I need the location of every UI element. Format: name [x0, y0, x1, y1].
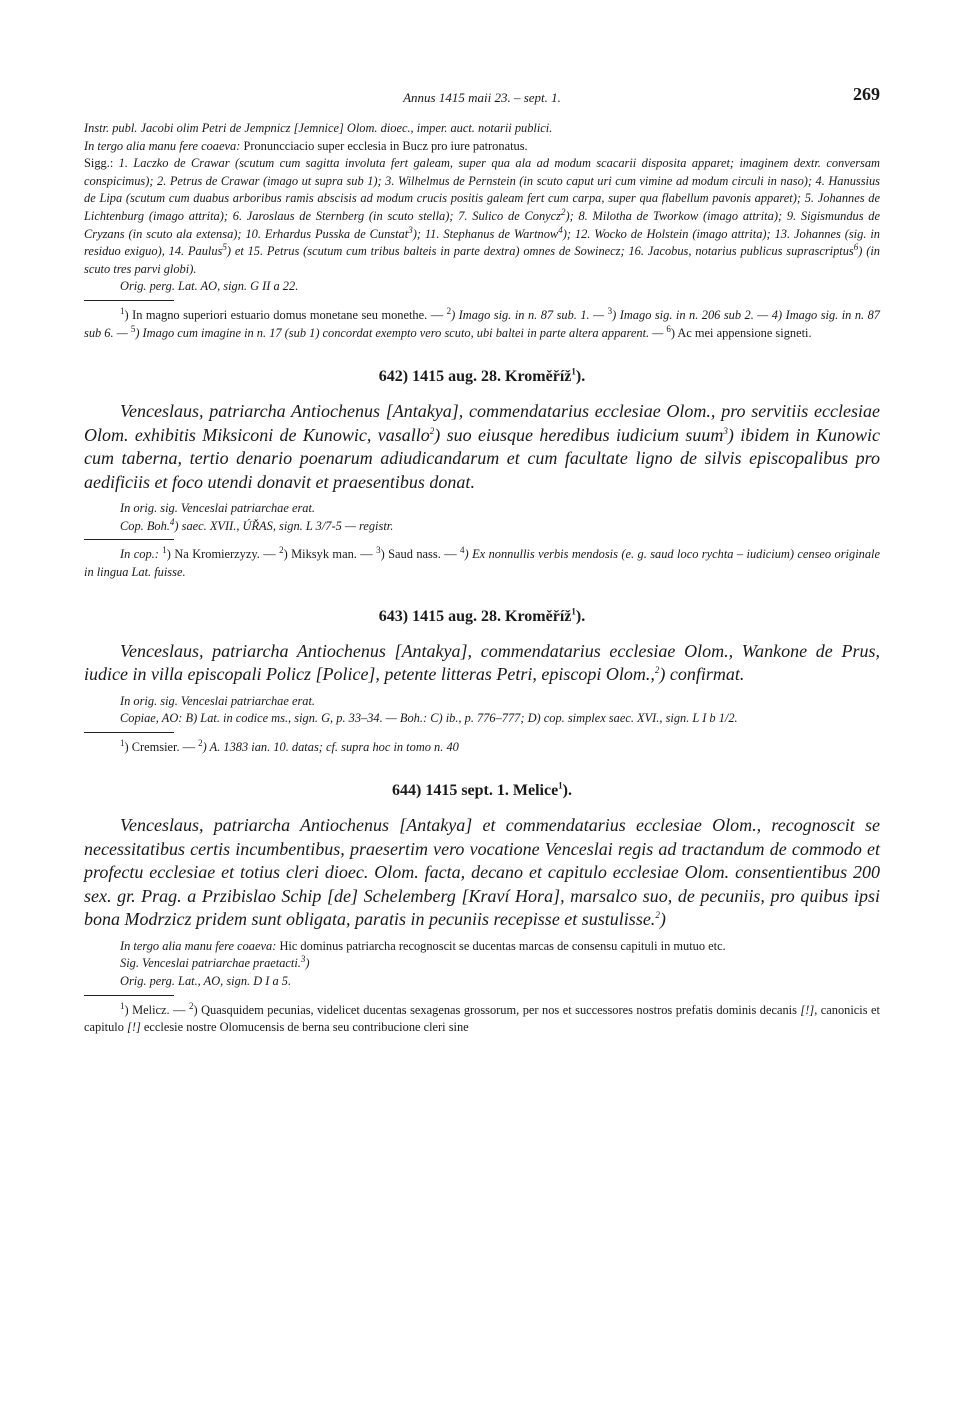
- doc641-notes: [84, 120, 880, 296]
- doc641-tergo: [84, 138, 880, 156]
- doc642-title-text: 642) 1415 aug. 28. Kroměříž: [378, 368, 572, 386]
- sigg-footnote-mark: 3: [408, 224, 413, 235]
- sigg-footnote-mark: 5: [222, 242, 227, 253]
- doc644-footnotes: [84, 1002, 880, 1037]
- note-text: Cop. Boh.: [120, 518, 170, 533]
- footnote-mark: 3: [376, 545, 381, 556]
- footnote-text: [!]: [127, 1020, 141, 1035]
- footnote-text: ecclesie nostre Olomucensis de berna seu contribucione cleri sine: [140, 1020, 469, 1035]
- doc644-notes: [84, 938, 880, 991]
- sigg-label: Sigg.:: [84, 156, 114, 171]
- footnote-text: ) Ac mei appensione signeti.: [670, 325, 812, 340]
- footnote-text: ) Imago cum imagine in n. 17 (sub 1) concordat exempto vero scuto, ubi baltei in parte altera apparent. —: [135, 325, 667, 340]
- doc641-orig: Orig. perg. Lat. AO, sign. G II a 22.: [120, 279, 299, 294]
- regest-footnote-mark: 2: [654, 665, 660, 675]
- footnote-mark: 2: [198, 737, 203, 748]
- footnote-text: , canonicis et capitulo: [84, 1002, 880, 1035]
- footnote-divider: [84, 995, 174, 996]
- footnote-divider: [84, 539, 174, 540]
- regest-text: ) suo eiusque heredibus iudicium suum: [434, 424, 724, 445]
- title-footnote-mark: 1: [571, 366, 576, 377]
- footnote-text: ) Quasquidem pecunias, videlicet ducentas sexagenas grossorum, per nos et successores nostros prefatis dominis decanis: [193, 1002, 801, 1017]
- footnote-mark: 1: [120, 737, 125, 748]
- footnote-mark: 2: [279, 545, 284, 556]
- doc643-note-copies: Copiae, AO: B) Lat. in codice ms., sign. G, p. 33–34. — Boh.: C) ib., p. 776–777; D) cop. simplex saec. XVI., sign. L I b 1/2.: [120, 711, 738, 726]
- doc641-instr: Instr. publ. Jacobi olim Petri de Jempnicz [Jemnice] Olom. dioec., imper. auct. notarii publici.: [84, 121, 553, 135]
- footnote-text: ) In magno superiori estuario domus monetane seu monethe. —: [124, 307, 447, 322]
- footnote-text: ) Imago sig. in n. 87 sub. 1. —: [451, 307, 608, 322]
- sigg-footnote-mark: 2: [560, 206, 566, 217]
- tergo-label: In tergo alia manu fere coaeva:: [120, 938, 277, 953]
- footnote-text: [!]: [800, 1002, 815, 1017]
- footnote-text: ) Saud nass. —: [380, 547, 461, 562]
- sigg-footnote-mark: 4: [558, 224, 563, 235]
- title-footnote-mark: 1: [571, 606, 576, 617]
- footnote-mark: 6: [666, 323, 671, 334]
- footnote-text: ) Na Kromierzyzy. —: [166, 547, 280, 562]
- doc643-regest: [84, 640, 880, 687]
- doc643-note-seal: In orig. sig. Venceslai patriarchae erat.: [120, 693, 316, 708]
- regest-text: ) confirmat.: [659, 664, 745, 684]
- sig-text: ): [305, 956, 310, 971]
- doc644-title-text: 644) 1415 sept. 1. Melice: [391, 782, 559, 800]
- sigg-text-3: ); 11. Stephanus de Wartnow: [412, 226, 559, 241]
- sig-text: Sig. Venceslai patriarchae praetacti.: [120, 956, 301, 971]
- doc643-footnotes: [84, 739, 880, 757]
- title-end: ).: [562, 782, 572, 800]
- footnote-text: ) Ex nonnullis verbis mendosis (e. g. saud loco rychta – iudicium) censeo originale in lingua Lat. fuisse.: [84, 547, 880, 579]
- sigg-text-6: ) (in scuto tres parvi globi).: [84, 244, 880, 276]
- footnote-mark: 1: [120, 305, 125, 316]
- doc641-sigg: [84, 155, 880, 278]
- footnote-text: ) Miksyk man. —: [283, 547, 377, 562]
- footnote-divider: [84, 732, 174, 733]
- doc644-regest: [84, 814, 880, 932]
- footnote-mark: 5: [130, 323, 136, 334]
- doc642-notes: [84, 500, 880, 535]
- doc644-tergo: [84, 938, 880, 956]
- regest-text: Venceslaus, patriarcha Antiochenus [Antakya], commendatarius ecclesiae Olom., Wankone de Prus, iudice in villa episcopali Policz [Police], petente litteras Petri, episcopi Olom.,: [84, 640, 880, 684]
- doc643-notes: [84, 693, 880, 728]
- regest-text: ): [659, 909, 666, 930]
- doc644-orig: Orig. perg. Lat., AO, sign. D I a 5.: [120, 973, 292, 988]
- title-end: ).: [575, 607, 586, 625]
- doc642-note-copy: [84, 518, 880, 536]
- doc644-sig: [84, 955, 880, 973]
- footnote-text: In cop.:: [120, 547, 163, 562]
- sigg-text-2: ); 8. Milotha de Tworkow (imago attrita); 9. Sigismundus de Cryzans (in scuto ala extensa); 10. Erhardus Pusska de Cunstat: [84, 208, 881, 241]
- tergo-label: In tergo alia manu fere coaeva:: [84, 138, 241, 153]
- footnote-mark: 1: [120, 1000, 125, 1011]
- doc642-footnotes: [84, 546, 880, 581]
- title-end: ).: [575, 368, 586, 386]
- sigg-footnote-mark: 6: [853, 242, 859, 253]
- footnote-text: ) Imago sig. in n. 206 sub 2. — 4) Imago sig. in n. 87 sub 6. —: [84, 307, 880, 340]
- tergo-text: Hic dominus patriarcha recognoscit se ducentas marcas de consensu capituli in mutuo etc.: [276, 938, 726, 953]
- footnote-mark: 4: [460, 545, 465, 556]
- doc642-regest: [84, 400, 880, 494]
- footnote-text: ) A. 1383 ian. 10. datas; cf. supra hoc in tomo n. 40: [202, 739, 459, 754]
- footnote-mark: 2: [188, 1000, 194, 1011]
- title-footnote-mark: 1: [558, 780, 563, 791]
- footnote-mark: 3: [607, 305, 613, 316]
- regest-text: Venceslaus, patriarcha Antiochenus [Antakya], commendatarius ecclesiae Olom., pro servitiis ecclesiae Olom. exhibitis Miksiconi de Kunowic, vasallo: [84, 401, 880, 445]
- regest-footnote-mark: 3: [723, 425, 728, 436]
- note-footnote-mark: 4: [169, 516, 175, 527]
- doc642-note-seal: In orig. sig. Venceslai patriarchae erat.: [120, 501, 316, 516]
- running-head: Annus 1415 maii 23. – sept. 1.: [403, 90, 561, 105]
- page-number: 269: [853, 84, 880, 104]
- doc641-footnotes: [84, 307, 880, 342]
- tergo-text: Pronuncciacio super ecclesia in Bucz pro iure patronatus.: [240, 138, 528, 153]
- footnote-divider: [84, 300, 174, 301]
- doc643-title: [84, 608, 880, 626]
- regest-footnote-mark: 2: [655, 910, 660, 921]
- sig-footnote-mark: 3: [300, 954, 306, 965]
- regest-text: ) ibidem in Kunowic cum taberna, tertio denario poenarum adiudicandarum et cum facultate ligno de silvis episcopalibus pro aedificiis et foco utendi donavit et praesentibus donat.: [84, 424, 880, 492]
- footnote-text: ) Cremsier. —: [124, 739, 199, 754]
- sigg-text: 1. Laczko de Crawar (scutum cum sagitta involuta fert galeam, super qua ala ad modum scacarii disposita apparet; imaginem dextr. conversam conspicimus); 2. Petrus de Crawar (imago ut supra sub 1); 3. Wilhelmus de Pernstein (in scuto caput uri cum vimine ad modum circuli in naso); 4. Hanussius de Lipa (scutum cum duabus arboribus ramis abscisis ad modum crucis positis galeam fert cum carpa, super qua flabellum pavonis apparet); 5. Johannes de Lichtenburg (imago attrita); 6. Jaroslaus de Sternberg (in scuto stella); 7. Sulico de Conycz: [84, 156, 880, 223]
- footnote-mark: 1: [162, 545, 167, 556]
- regest-footnote-mark: 2: [429, 425, 435, 436]
- doc642-title: [84, 368, 880, 386]
- doc644-title: [84, 782, 880, 800]
- document-page: [84, 84, 880, 1037]
- sigg-text-5: ) et 15. Petrus (scutum cum tribus balteis in parte dextra) omnes de Sowinecz; 16. Jacobus, notarius publicus suprascriptus: [226, 244, 854, 259]
- note-text: ) saec. XVII., ÚŘAS, sign. L 3/7-5 — registr.: [174, 518, 394, 533]
- footnote-text: ) Melicz. —: [124, 1002, 189, 1017]
- page-header: [84, 84, 880, 114]
- regest-text: Venceslaus, patriarcha Antiochenus [Antakya] et commendatarius ecclesiae Olom., recognoscit se necessitatibus certis incumbentibus, praesertim vero vocatione Venceslai regis ad tractandum de commodo et profectu ecclesiae et totius cleri dioec. Olom. facta, decano et capitulo ecclesiae Olom. consentientibus 200 sex. gr. Prag. a Przibislao Schip [de] Schelemberg [Kraví Hora], marsalco suo, de pecuniis, pro quibus ipsi bona Modrzicz pridem sunt obligata, paratis in pecuniis recepisse et sustulisse.: [84, 815, 880, 930]
- footnote-mark: 2: [446, 305, 452, 316]
- doc643-title-text: 643) 1415 aug. 28. Kroměříž: [378, 607, 572, 625]
- sigg-text-4: ); 12. Wocko de Holstein (imago attrita); 13. Johannes (sig. in residuo exiguo), 14. Paulus: [84, 226, 880, 259]
